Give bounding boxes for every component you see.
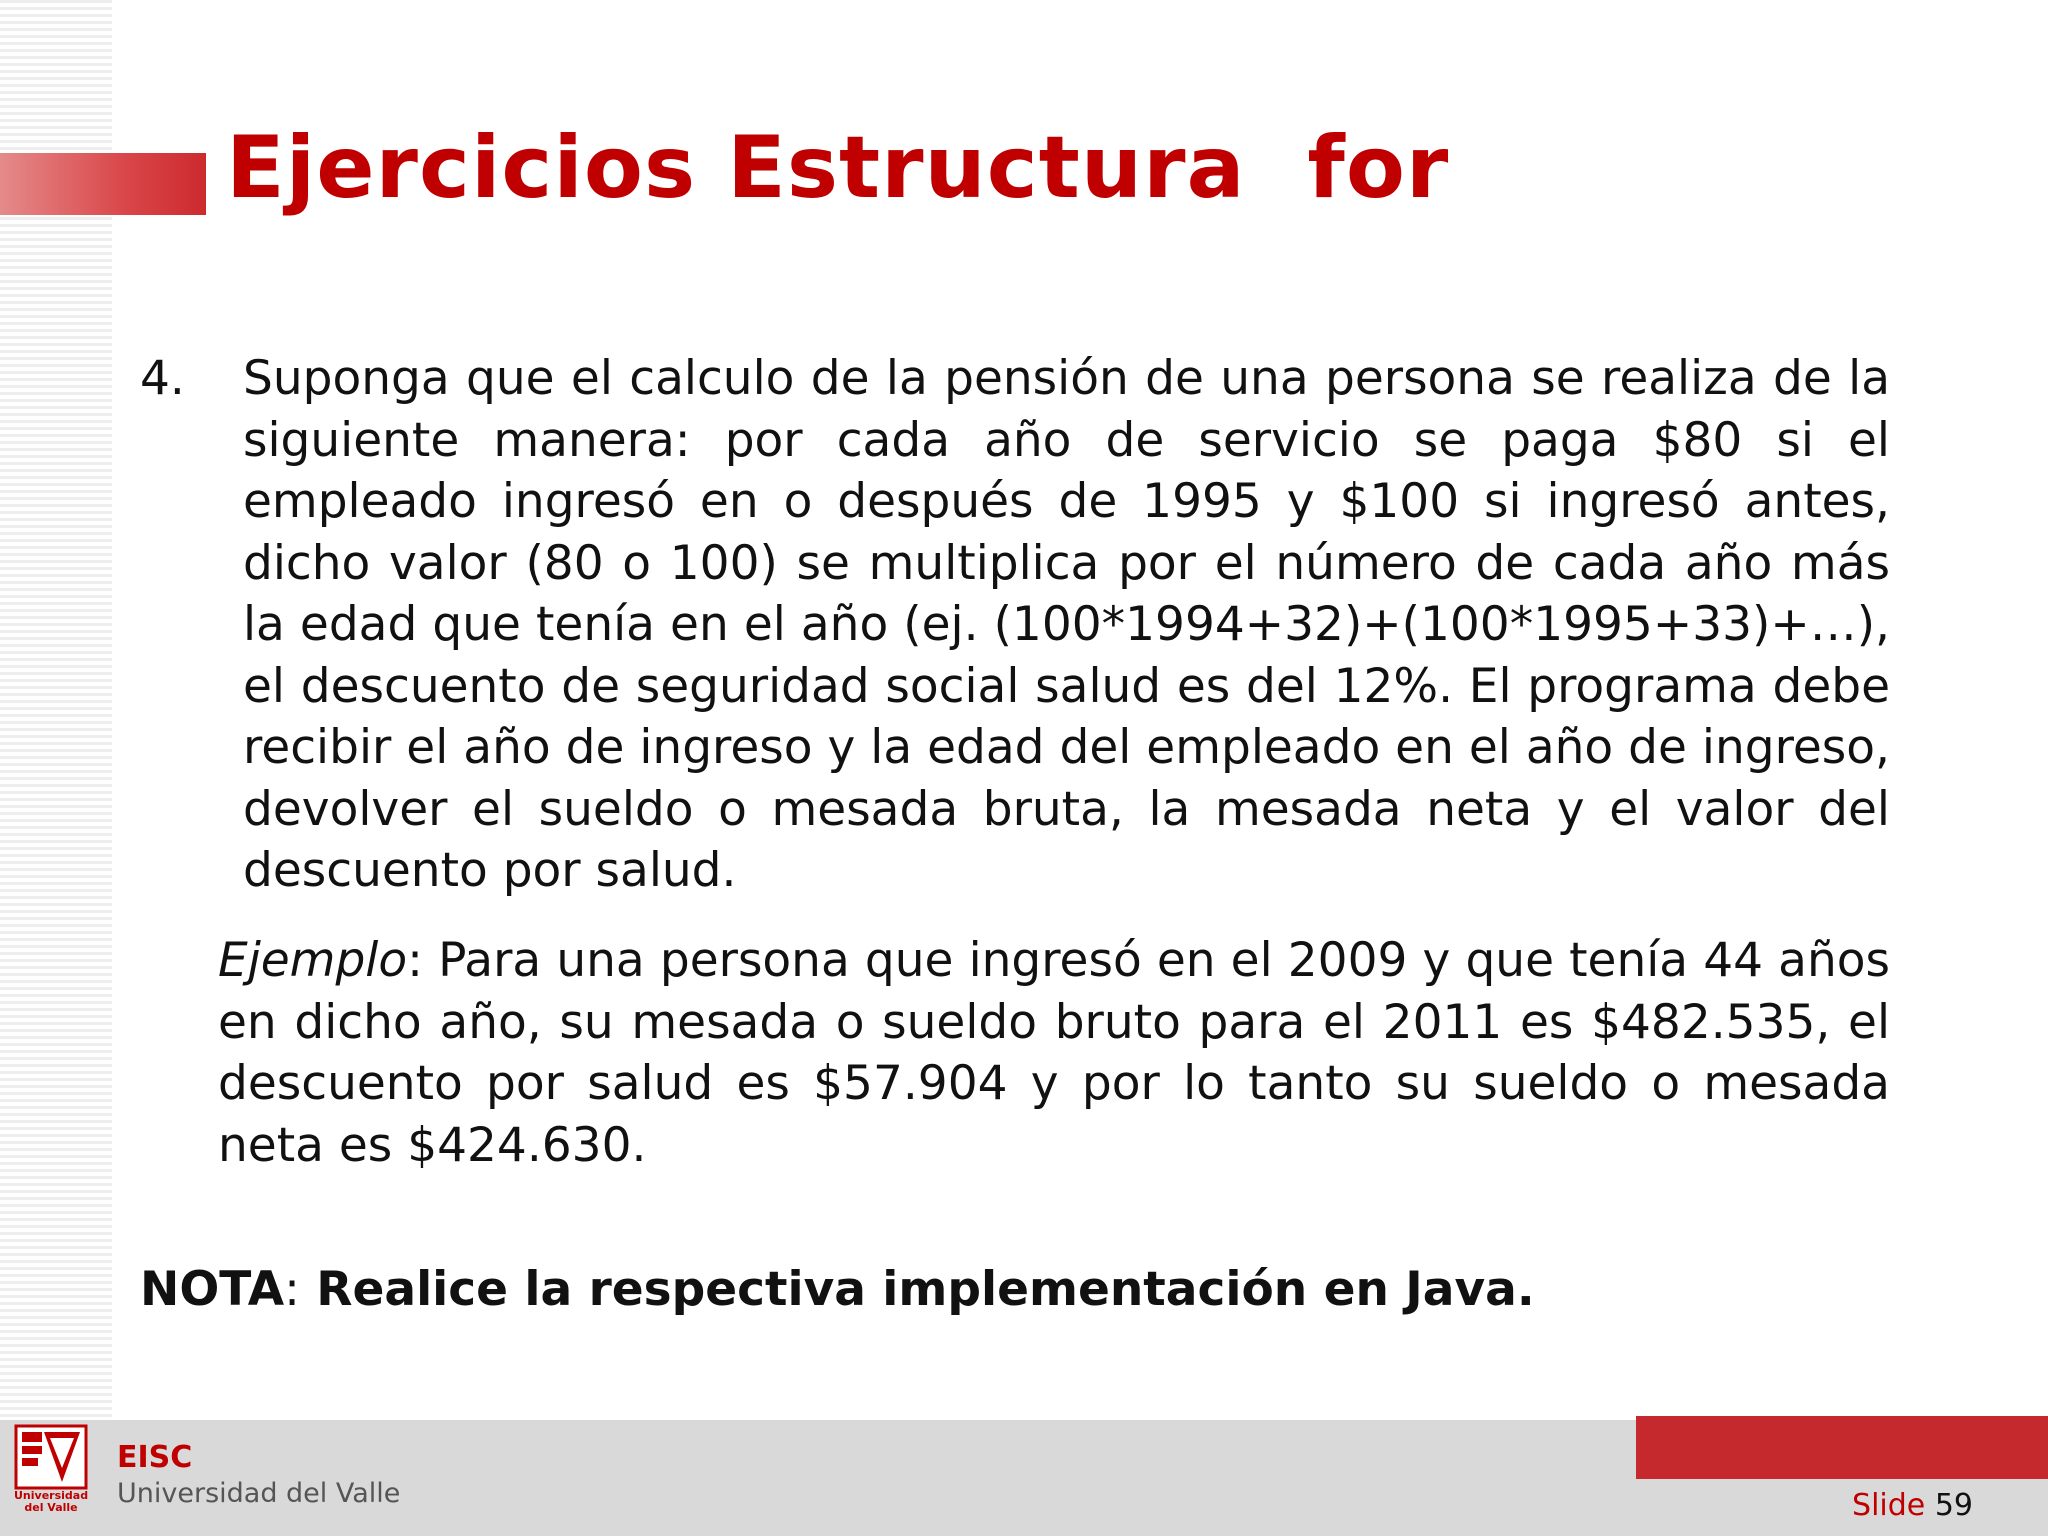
logo-caption: [14, 1490, 88, 1514]
note-text: Realice la respectiva implementación en Java.: [299, 1262, 1535, 1317]
org-short-name: EISC: [117, 1440, 193, 1475]
title-accent-bar: [0, 153, 206, 215]
example-text: : Para una persona que ingresó en el 2009 y que tenía 44 años en dicho año, su mesada o sueldo bruto para el 2011 es $482.535, el descuento por salud es $57.904 y por lo tanto su sueldo o mesada neta es $424.630.: [218, 933, 1890, 1173]
slide-word: Slide: [1852, 1488, 1926, 1523]
item-number: 4.: [140, 351, 185, 406]
logo-caption-line1: Universidad: [14, 1489, 89, 1502]
note-paragraph: [140, 1262, 1535, 1317]
logo-caption-line2: del Valle: [24, 1501, 78, 1514]
slide-title: Ejercicios Estructura for: [226, 118, 1450, 218]
org-full-name: Universidad del Valle: [117, 1478, 401, 1509]
slide-number: 59: [1934, 1488, 1973, 1523]
example-label: Ejemplo: [218, 933, 408, 988]
slide-number-label: [1852, 1488, 1973, 1523]
item-text: Suponga que el calculo de la pensión de una persona se realiza de la siguiente manera: por cada año de servicio se paga $80 si el empleado ingresó en o después de 1995 y $100 si ingresó antes, dicho valor (80 o 100) se multiplica por el número de cada año más la edad que tenía en el año (ej. (100*1994+32)+(100*1995+33)+…), el descuento de seguridad social salud es del 12%. El programa debe recibir el año de ingreso y la edad del empleado en el año de ingreso, devolver el sueldo o mesada bruta, la mesada neta y el valor del descuento por salud.: [243, 351, 1890, 898]
example-paragraph: [218, 930, 1890, 1176]
university-logo: [14, 1424, 88, 1518]
note-label: NOTA: [140, 1262, 285, 1317]
footer-accent-bar: [1636, 1416, 2048, 1479]
exercise-item: [140, 348, 1890, 902]
note-separator: :: [284, 1262, 300, 1317]
